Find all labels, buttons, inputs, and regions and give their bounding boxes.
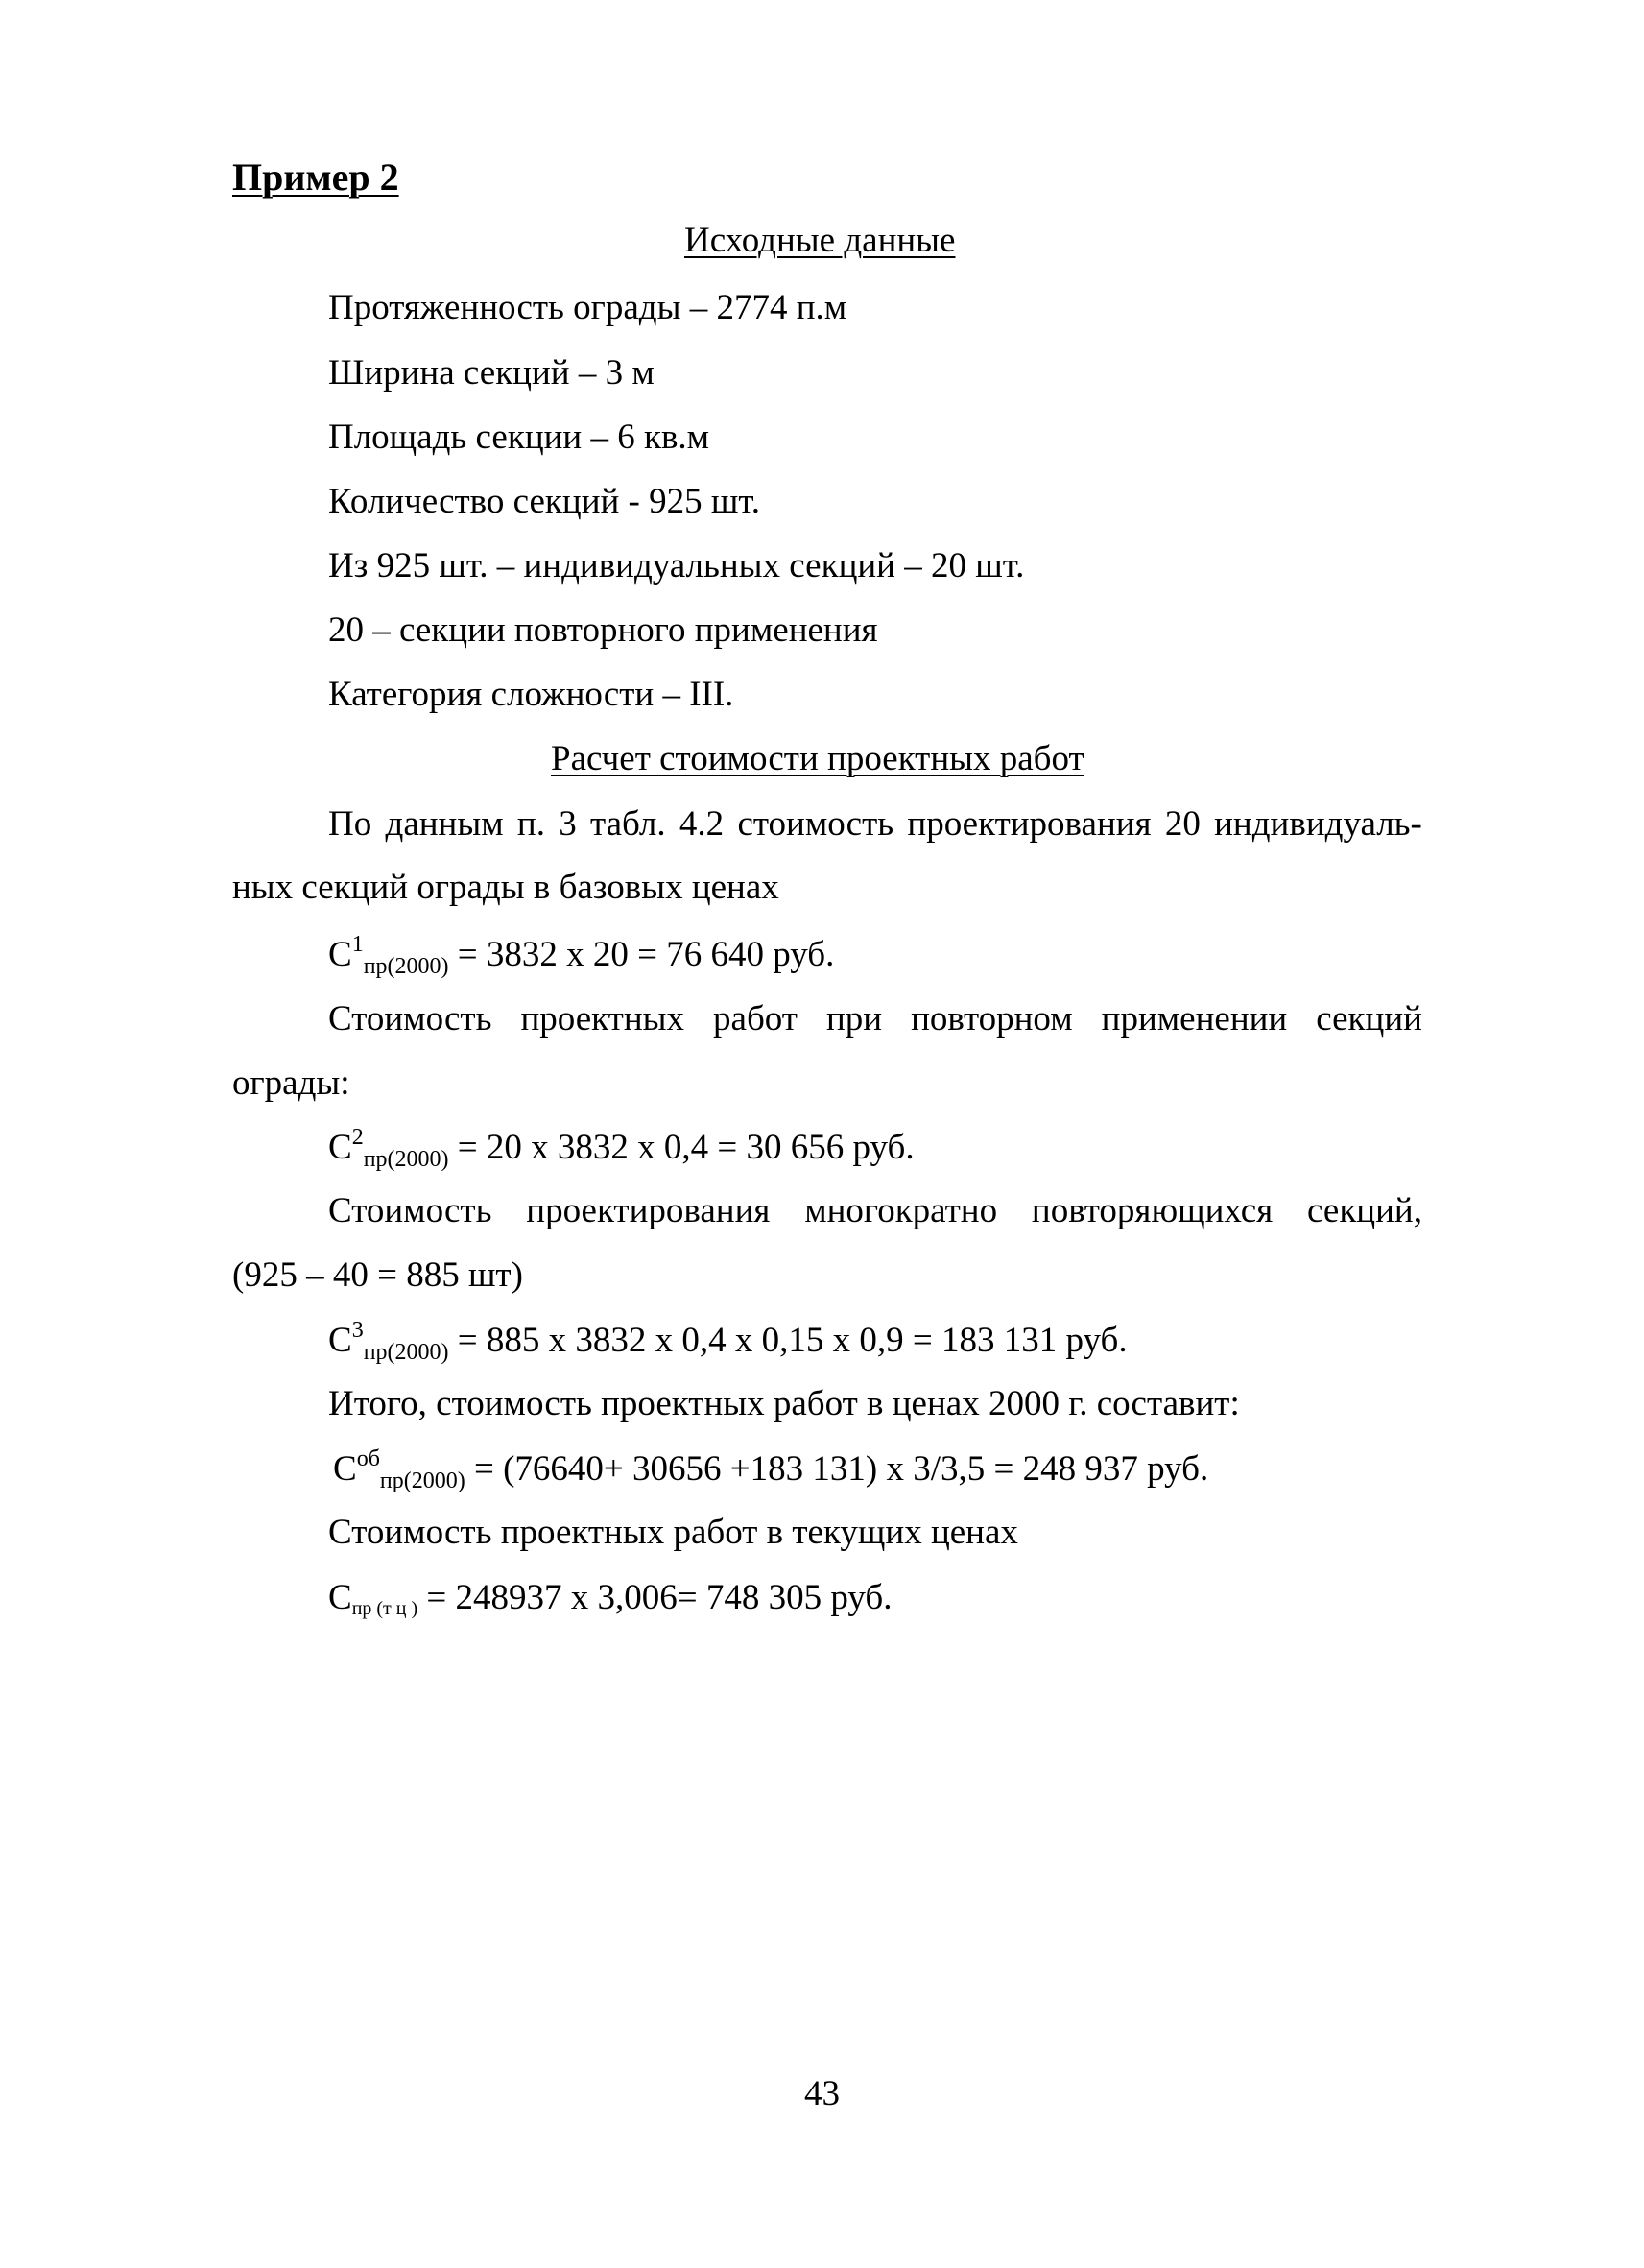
word: 3 — [559, 804, 577, 844]
paragraph-1-line-1 — [328, 806, 1422, 842]
word: Стоимость — [328, 999, 492, 1039]
paragraph-1-line-2: ных секций ограды в базовых ценах — [232, 868, 779, 907]
formula-base: С — [328, 1321, 352, 1360]
word: стоимость — [737, 804, 894, 844]
input-line: Ширина секций – 3 м — [328, 353, 655, 393]
word: применении — [1101, 999, 1288, 1039]
formula-superscript: 2 — [351, 1125, 364, 1150]
formula-expression: = (76640+ 30656 +183 131) х 3/3,5 = 248 937 руб. — [465, 1449, 1209, 1489]
word: 4.2 — [679, 804, 725, 844]
paragraph-3-line-2: (925 – 40 = 885 шт) — [232, 1255, 523, 1295]
formula-expression: = 248937 х 3,006= 748 305 руб. — [417, 1578, 893, 1617]
word: проектирования — [907, 804, 1152, 844]
formula-expression: = 3832 х 20 = 76 640 руб. — [448, 935, 835, 974]
input-line: 20 – секции повторного применения — [328, 610, 878, 650]
formula-2 — [328, 1125, 915, 1172]
formula-expression: = 885 х 3832 х 0,4 х 0,15 х 0,9 = 183 131 руб. — [448, 1321, 1128, 1360]
formula-base: С — [328, 1578, 352, 1617]
word: п. — [516, 804, 545, 844]
calculation-heading: Расчет стоимости проектных работ — [551, 739, 1084, 778]
formula-superscript: 3 — [351, 1318, 364, 1343]
paragraph-4: Итого, стоимость проектных работ в ценах 2000 г. составит: — [328, 1384, 1240, 1423]
input-data-heading: Исходные данные — [684, 221, 956, 260]
word: многократно — [804, 1191, 998, 1230]
word: повторяющихся — [1031, 1191, 1274, 1230]
paragraph-2-line-1 — [328, 1001, 1422, 1037]
formula-subscript: пр(2000) — [379, 1468, 465, 1493]
formula-5 — [328, 1578, 893, 1619]
formula-subscript: пр(2000) — [363, 1340, 449, 1365]
formula-subscript: пр(2000) — [363, 1147, 449, 1172]
formula-subscript: пр (т ц ) — [351, 1598, 418, 1619]
example-title: Пример 2 — [232, 155, 399, 199]
word: работ — [713, 999, 798, 1039]
word: проектных — [520, 999, 684, 1039]
word: повторном — [911, 999, 1073, 1039]
input-line: Площадь секции – 6 кв.м — [328, 418, 710, 457]
formula-superscript: 1 — [351, 932, 364, 957]
formula-base: С — [328, 1128, 352, 1167]
formula-expression: = 20 х 3832 х 0,4 = 30 656 руб. — [448, 1128, 915, 1167]
paragraph-2-line-2: ограды: — [232, 1063, 350, 1103]
formula-base: С — [328, 935, 352, 974]
word: данным — [385, 804, 504, 844]
word: Стоимость — [328, 1191, 492, 1230]
word: при — [825, 999, 883, 1039]
input-line: Протяженность ограды – 2774 п.м — [328, 288, 847, 327]
word: 20 — [1164, 804, 1201, 844]
word: По — [328, 804, 372, 844]
paragraph-5: Стоимость проектных работ в текущих ценах — [328, 1513, 1018, 1552]
formula-superscript: об — [356, 1446, 380, 1471]
paragraph-3-line-1 — [328, 1193, 1422, 1229]
formula-1 — [328, 932, 835, 979]
formula-4 — [333, 1446, 1209, 1493]
page-number: 43 — [804, 2074, 840, 2113]
input-line: Из 925 шт. – индивидуальных секций – 20 шт. — [328, 546, 1025, 585]
word: проектирования — [526, 1191, 771, 1230]
formula-subscript: пр(2000) — [363, 954, 449, 979]
input-line: Количество секций - 925 шт. — [328, 482, 760, 521]
word: табл. — [589, 804, 666, 844]
word: индивидуаль- — [1214, 804, 1422, 844]
formula-base: С — [333, 1449, 357, 1489]
word: секций, — [1307, 1191, 1422, 1230]
word: секций — [1316, 999, 1422, 1039]
formula-3 — [328, 1318, 1128, 1365]
input-line: Категория сложности – III. — [328, 675, 734, 714]
